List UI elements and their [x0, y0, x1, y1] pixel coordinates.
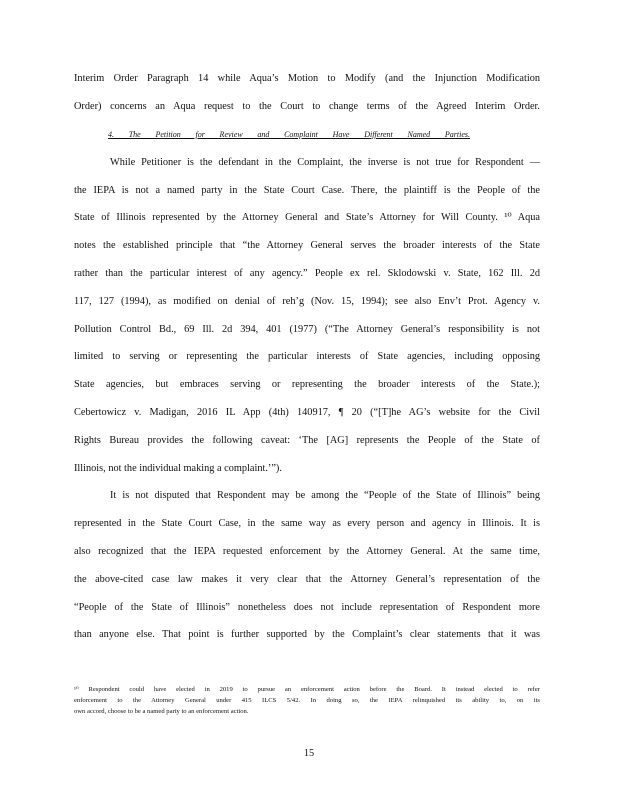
body-line: the IEPA is not a named party in the State Court Case. There, the plaintiff is the People of the	[74, 185, 540, 196]
body-line: represented in the State Court Case, in the same way as every person and agency in Illinois. It is	[74, 518, 540, 529]
body-line: Order) concerns an Aqua request to the Court to change terms of the Agreed Interim Order.	[74, 101, 540, 112]
body-line: the above-cited case law makes it very clear that the Attorney General’s representation of the	[74, 574, 540, 585]
page-number: 15	[303, 748, 315, 759]
body-line: rather than the particular interest of any agency.” People ex rel. Sklodowski v. State, 162 Ill. 2d	[74, 268, 540, 279]
footnote-line: ¹⁰ Respondent could have elected in 2019 to pursue an enforcement action before the Board. It instead elected to refer	[74, 686, 540, 693]
body-line: Cebertowicz v. Madigan, 2016 IL App (4th) 140917, ¶ 20 (“[T]he AG’s website for the Civil	[74, 407, 540, 418]
body-line: 117, 127 (1994), as modified on denial of reh’g (Nov. 15, 1994); see also Env’t Prot. Agency v.	[74, 296, 540, 307]
body-line: than anyone else. That point is further supported by the Complaint’s clear statements that it was	[74, 629, 540, 640]
body-line: Interim Order Paragraph 14 while Aqua’s Motion to Modify (and the Injunction Modification	[74, 73, 540, 84]
section-heading: 4. The Petition for Review and Complaint Have Different Named Parties.	[108, 130, 470, 139]
body-line: “People of the State of Illinois” nonetheless does not include representation of Respondent more	[74, 602, 540, 613]
body-line: notes the established principle that “the Attorney General serves the broader interests of the State	[74, 240, 540, 251]
footnote-line: own accord, choose to be a named party to an enforcement action.	[74, 708, 249, 715]
body-line: limited to serving or representing the particular interests of State agencies, including opposing	[74, 351, 540, 362]
body-line: Pollution Control Bd., 69 Ill. 2d 394, 401 (1977) (“The Attorney General’s responsibility is not	[74, 324, 540, 335]
footnote-line: enforcement to the Attorney General under 415 ILCS 5/42. In doing so, the IEPA relinquished its ability to, on its	[74, 697, 540, 704]
body-line: It is not disputed that Respondent may be among the “People of the State of Illinois” being	[110, 490, 540, 501]
body-line: Illinois, not the individual making a complaint.’”).	[74, 463, 282, 474]
body-line: also recognized that the IEPA requested enforcement by the Attorney General. At the same time,	[74, 546, 540, 557]
body-line: While Petitioner is the defendant in the Complaint, the inverse is not true for Respondent —	[110, 157, 540, 168]
body-line: State of Illinois represented by the Attorney General and State’s Attorney for Will County. ¹⁰ Aqua	[74, 212, 540, 223]
body-line: State agencies, but embraces serving or representing the broader interests of the State.);	[74, 379, 540, 390]
body-line: Rights Bureau provides the following caveat: ‘The [AG] represents the People of the State of	[74, 435, 540, 446]
